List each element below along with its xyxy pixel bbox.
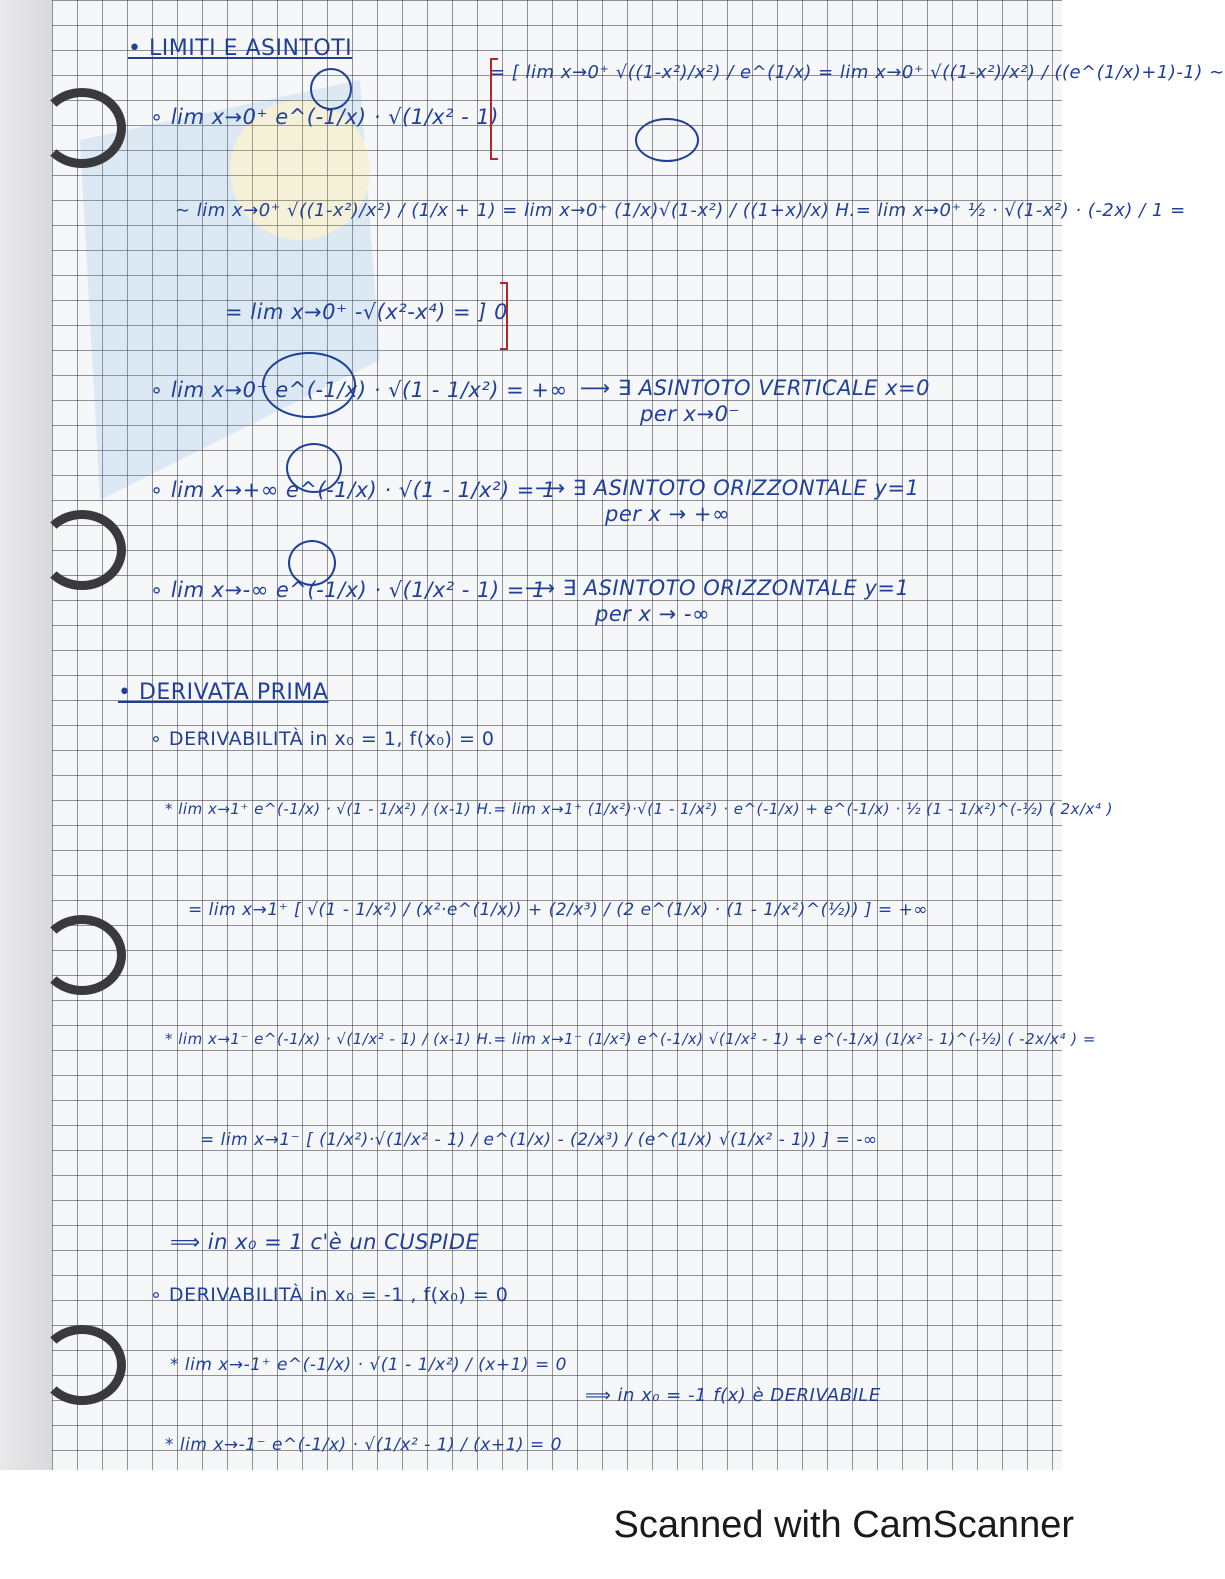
circled-term [635,118,699,162]
section-title-limits: • LIMITI E ASINTOTI [128,36,353,61]
limit-3-result: ⟶ ∃ ASINTOTO ORIZZONTALE y=1 [535,476,920,500]
derivability-1-left-limit-step: = lim x→1⁻ [ (1/x²)·√(1/x² - 1) / e^(1/x) - (2/x³) / (e^(1/x) √(1/x² - 1)) ] = -∞ [200,1130,878,1150]
limit-2-result-line-2: per x→0⁻ [640,402,741,426]
circled-term [310,68,352,110]
limit-1-step-2: ∼ lim x→0⁺ √((1-x²)/x²) / (1/x + 1) = lim x→0⁺ (1/x)√(1-x²) / ((1+x)/x) H.= lim x→0⁺ ½ · √(1-x²) · (-2x) / 1 = [175,200,1186,221]
limit-1-equation: = [ lim x→0⁺ √((1-x²)/x²) / e^(1/x) = lim x→0⁺ √((1-x²)/x²) / ((e^(1/x)+1)-1) ∼ [490,62,1225,83]
close-bracket [500,282,508,350]
derivability-1-left-limit: * lim x→1⁻ e^(-1/x) · √(1/x² - 1) / (x-1) H.= lim x→1⁻ (1/x²) e^(-1/x) √(1/x² - 1) + e^(-1/x) (1/x² - 1)^(-½) ( -2x/x⁴ ) = [165,1030,1096,1048]
derivability-1-title: ∘ DERIVABILITÀ in x₀ = 1, f(x₀) = 0 [150,728,495,750]
derivability-1-conclusion: ⟹ in x₀ = 1 c'è un CUSPIDE [170,1230,480,1254]
binder-ring [38,88,126,168]
limit-2: ∘ lim x→0⁻ e^(-1/x) · √(1 - 1/x²) = +∞ [150,378,568,402]
limit-3: ∘ lim x→+∞ e^(-1/x) · √(1 - 1/x²) = 1 [150,478,556,502]
derivability-2-right-limit: * lim x→-1⁺ e^(-1/x) · √(1 - 1/x²) / (x+1) = 0 [170,1355,567,1375]
scanner-watermark-label: Scanned with CamScanner [613,1504,1074,1546]
circled-term [288,540,336,586]
limit-4-result-line-2: per x → -∞ [595,602,711,626]
scan-footer [0,1470,1116,1579]
limit-2-result: ⟶ ∃ ASINTOTO VERTICALE x=0 [580,376,931,400]
derivability-2-title: ∘ DERIVABILITÀ in x₀ = -1 , f(x₀) = 0 [150,1284,509,1306]
derivability-1-right-limit: * lim x→1⁺ e^(-1/x) · √(1 - 1/x²) / (x-1) H.= lim x→1⁺ (1/x²)·√(1 - 1/x²) · e^(-1/x) + e^(-1/x) · ½ (1 - 1/x²)^(-½) ( 2x/x⁴ ) [165,800,1114,818]
circled-term [262,352,356,418]
open-bracket [490,58,498,160]
derivability-2-left-limit: * lim x→-1⁻ e^(-1/x) · √(1/x² - 1) / (x+1) = 0 [165,1435,562,1455]
section-title-derivative: • DERIVATA PRIMA [118,680,329,705]
binder-ring [38,510,126,590]
binder-strip [0,0,58,1470]
limit-3-result-line-2: per x → +∞ [605,502,731,526]
circled-term [286,443,342,493]
limit-4: ∘ lim x→-∞ e^(-1/x) · √(1/x² - 1) = 1 [150,578,546,602]
limit-1-step-3: = lim x→0⁺ -√(x²-x⁴) = ] 0 [225,300,509,324]
binder-ring [38,915,126,995]
limit-1: ∘ lim x→0⁺ e^(-1/x) · √(1/x² - 1) [150,105,499,129]
derivability-1-right-limit-step: = lim x→1⁺ [ √(1 - 1/x²) / (x²·e^(1/x)) + (2/x³) / (2 e^(1/x) · (1 - 1/x²)^(½)) ] = +∞ [188,900,928,920]
limit-4-result: ⟶ ∃ ASINTOTO ORIZZONTALE y=1 [525,576,910,600]
derivability-2-conclusion: ⟹ in x₀ = -1 f(x) è DERIVABILE [585,1385,881,1406]
binder-ring [38,1325,126,1405]
